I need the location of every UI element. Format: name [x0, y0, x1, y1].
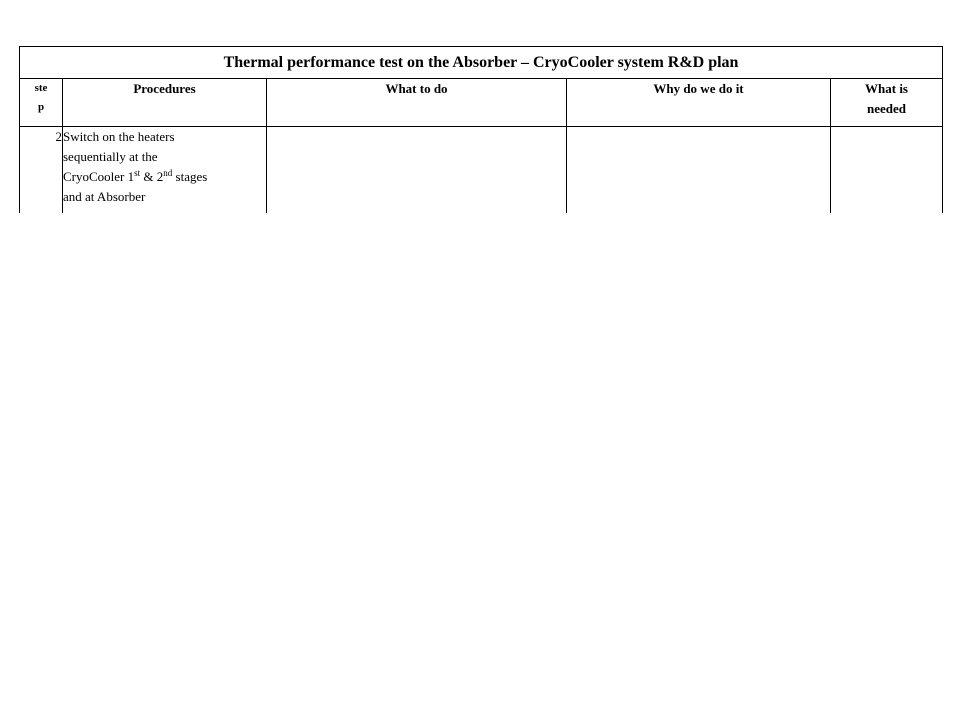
table-title: Thermal performance test on the Absorber – CryoCooler system R&D plan — [20, 47, 943, 79]
procedure-line3-a: CryoCooler 1 — [63, 169, 135, 184]
header-needed-line2: needed — [867, 101, 907, 116]
procedure-line2: sequentially at the — [63, 149, 158, 164]
what-to-do-cell — [267, 127, 567, 214]
header-needed-line1: What is — [865, 81, 908, 96]
header-what-is-needed — [831, 79, 943, 127]
header-row — [20, 79, 943, 127]
procedure-line4: and at Absorber — [63, 189, 146, 204]
procedure-line3-c: stages — [172, 169, 208, 184]
why-cell — [567, 127, 831, 214]
header-step-line1: ste — [34, 82, 48, 94]
procedure-line3-sup1: st — [134, 168, 141, 178]
table-row — [20, 127, 943, 214]
what-is-needed-cell — [831, 127, 943, 214]
header-why: Why do we do it — [567, 79, 831, 127]
procedure-line1: Switch on the heaters — [63, 129, 175, 144]
header-step-line2: p — [37, 101, 45, 113]
procedure-line3-sup2: nd — [163, 168, 173, 178]
header-procedures: Procedures — [63, 79, 267, 127]
header-what-to-do: What to do — [267, 79, 567, 127]
procedure-text — [63, 127, 267, 214]
header-step — [20, 79, 63, 127]
rd-plan-table — [19, 46, 943, 213]
step-number: 2 — [20, 127, 63, 214]
procedure-line3-b: & 2 — [140, 169, 164, 184]
title-row — [20, 47, 943, 79]
